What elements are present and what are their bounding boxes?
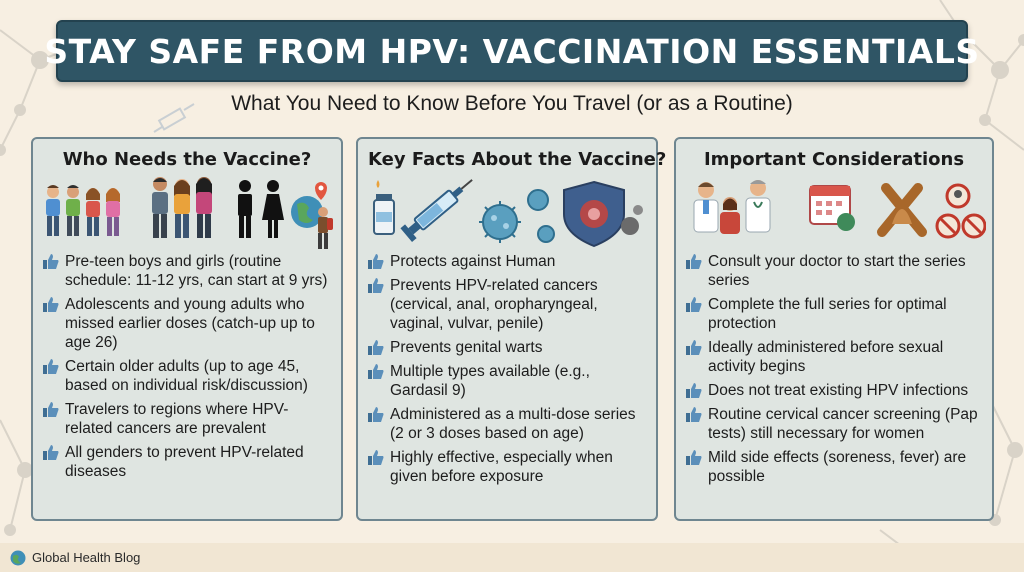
list-item: Multiple types available (e.g., Gardasil 9) — [368, 362, 646, 400]
thumbs-up-icon — [686, 340, 702, 355]
key-facts-heading: Key Facts About the Vaccine? — [368, 149, 667, 170]
thumbs-up-icon — [43, 254, 59, 269]
adults-group-icon — [152, 177, 212, 238]
page-subtitle: What You Need to Know Before You Travel (or as a Routine) — [231, 92, 793, 115]
thumbs-up-icon — [43, 359, 59, 374]
thumbs-up-icon — [43, 402, 59, 417]
list-item: Travelers to regions where HPV-related cancers are prevalent — [43, 400, 331, 438]
thumbs-up-icon — [686, 383, 702, 398]
doctor-consultation-icon — [694, 180, 770, 234]
thumbs-up-icon — [686, 450, 702, 465]
list-item: Does not treat existing HPV infections — [686, 381, 982, 400]
list-item: Adolescents and young adults who missed earlier doses (catch-up up to age 26) — [43, 295, 331, 352]
list-item: Protects against Human — [368, 252, 646, 271]
list-item: Administered as a multi-dose series (2 or 3 doses based on age) — [368, 405, 646, 443]
thumbs-up-icon — [43, 297, 59, 312]
thumbs-up-icon — [368, 450, 384, 465]
list-item: Pre-teen boys and girls (routine schedule: 11-12 yrs, can start at 9 yrs) — [43, 252, 331, 290]
title-banner — [44, 20, 980, 82]
list-item: Ideally administered before sexual activity begins — [686, 338, 982, 376]
calendar-icon — [810, 186, 855, 231]
who-needs-panel — [31, 137, 343, 521]
virus-icon — [479, 190, 554, 243]
vaccine-vial-icon — [374, 180, 394, 234]
list-item: Routine cervical cancer screening (Pap tests) still necessary for women — [686, 405, 982, 443]
thumbs-up-icon — [686, 297, 702, 312]
children-group-icon — [46, 185, 120, 236]
thumbs-up-icon — [368, 278, 384, 293]
who-needs-heading: Who Needs the Vaccine? — [62, 149, 312, 170]
man-woman-icon — [238, 180, 284, 238]
shield-virus-icon — [564, 182, 643, 246]
footer — [0, 543, 1024, 572]
footer-brand: Global Health Blog — [32, 550, 141, 565]
list-item: Prevents HPV-related cancers (cervical, anal, oropharyngeal, vaginal, vulvar, penile) — [368, 276, 646, 333]
list-item: Mild side effects (soreness, fever) are possible — [686, 448, 982, 486]
list-item: All genders to prevent HPV-related diseases — [43, 443, 331, 481]
considerations-heading: Important Considerations — [703, 149, 965, 170]
list-item: Consult your doctor to start the series series — [686, 252, 982, 290]
syringe-icon — [400, 174, 477, 242]
list-item: Highly effective, especially when given before exposure — [368, 448, 646, 486]
thumbs-up-icon — [368, 340, 384, 355]
considerations-panel — [674, 137, 994, 521]
thumbs-up-icon — [686, 254, 702, 269]
key-facts-panel — [356, 137, 667, 521]
list-item: Complete the full series for optimal protection — [686, 295, 982, 333]
page-title: STAY SAFE FROM HPV: VACCINATION ESSENTIALS — [44, 31, 980, 71]
list-item: Prevents genital warts — [368, 338, 646, 357]
globe-logo-icon — [10, 550, 26, 566]
thumbs-up-icon — [43, 445, 59, 460]
list-item: Certain older adults (up to age 45, based on individual risk/discussion) — [43, 357, 331, 395]
prohibited-icon — [937, 185, 985, 237]
thumbs-up-icon — [368, 407, 384, 422]
crossed-out-icon — [882, 188, 922, 232]
globe-traveler-icon — [291, 182, 333, 249]
thumbs-up-icon — [368, 364, 384, 379]
thumbs-up-icon — [686, 407, 702, 422]
thumbs-up-icon — [368, 254, 384, 269]
